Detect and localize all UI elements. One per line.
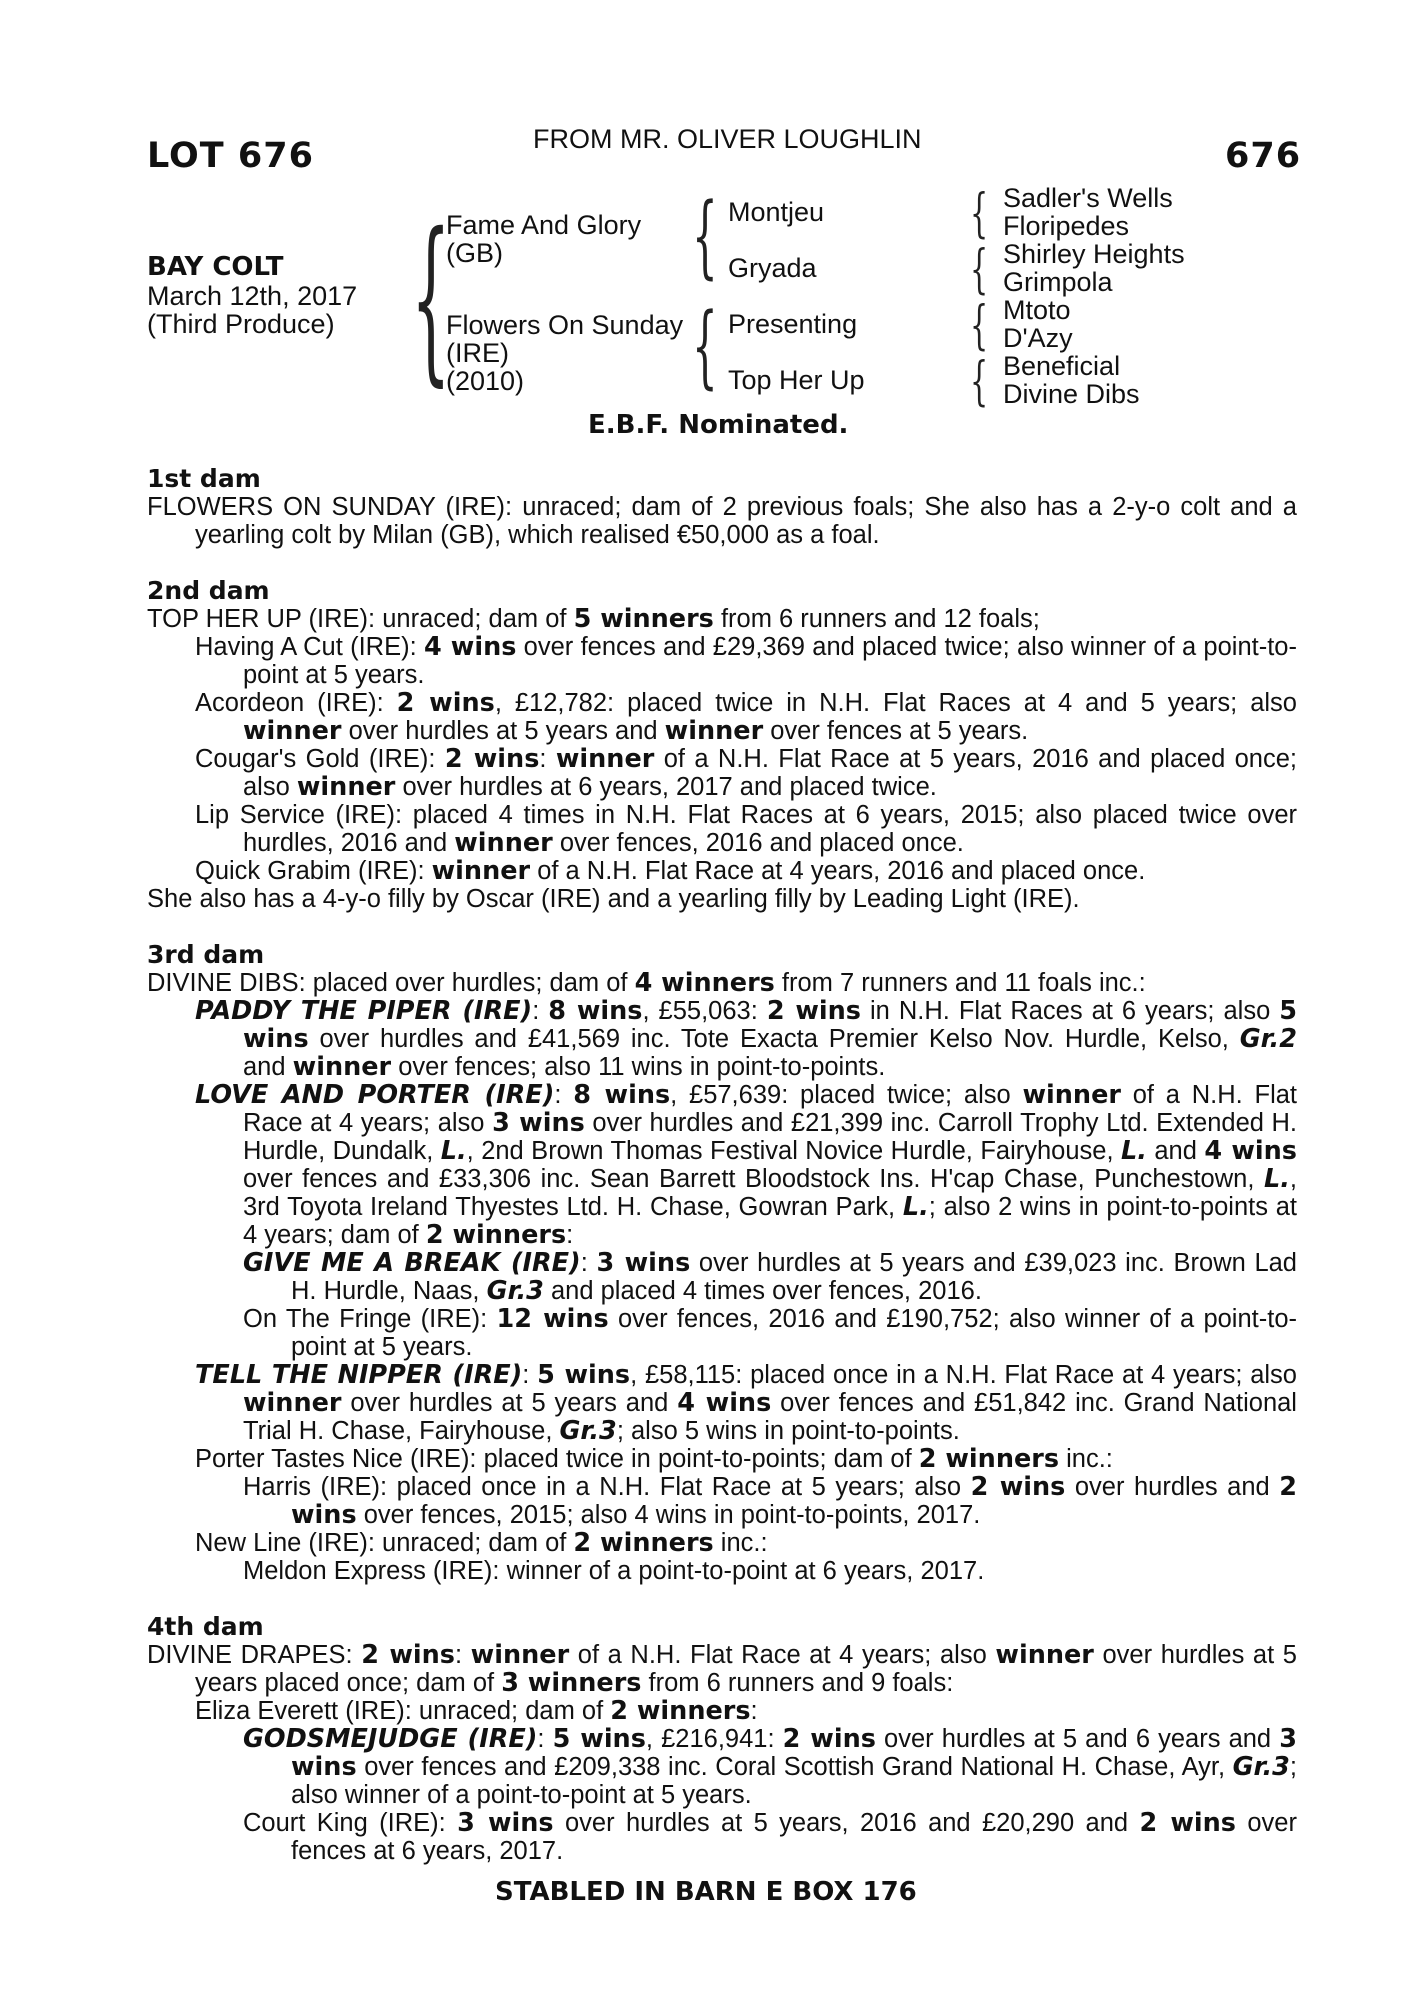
produce-record: Meldon Express (IRE): winner of a point-to-point at 6 years, 2017. xyxy=(243,1557,985,1585)
produce-record: GIVE ME A BREAK (IRE): 3 wins over hurdles at 5 years and £39,023 inc. Brown Lad H. Hurdle, Naas, Gr.3 and placed 4 times over fences, 2016. xyxy=(243,1248,1297,1306)
produce-record: DIVINE DRAPES: 2 wins: winner of a N.H. Flat Race at 4 years; also winner over hurdles at 5 years placed once; dam of 3 winners from 6 runners and 9 foals: xyxy=(147,1640,1297,1698)
produce-record: New Line (IRE): unraced; dam of 2 winners inc.: xyxy=(195,1528,768,1558)
produce-record: Cougar's Gold (IRE): 2 wins: winner of a N.H. Flat Race at 5 years, 2016 and placed once; also winner over hurdles at 6 years, 2017 and placed twice. xyxy=(195,744,1298,802)
produce-record: Quick Grabim (IRE): winner of a N.H. Flat Race at 4 years, 2016 and placed once. xyxy=(195,856,1146,886)
g3-ancestor: Sadler's Wells xyxy=(1003,183,1173,213)
dam-heading: 2nd dam xyxy=(147,576,270,605)
lot-label: LOT 676 xyxy=(147,136,314,176)
dam-heading: 3rd dam xyxy=(147,940,265,969)
sire-sire: Montjeu xyxy=(728,197,825,227)
produce-record: FLOWERS ON SUNDAY (IRE): unraced; dam of 2 previous foals; She also has a 2-y-o colt and a yearling colt by Milan (GB), which realised €50,000 as a foal. xyxy=(147,493,1297,549)
dam-section xyxy=(147,465,1297,549)
dam-section xyxy=(147,941,1297,1585)
g3-ancestor: Grimpola xyxy=(1003,267,1113,297)
produce-record: Lip Service (IRE): placed 4 times in N.H. Flat Races at 6 years, 2015; also placed twice over hurdles, 2016 and winner over fences, 2016 and placed once. xyxy=(195,801,1297,858)
dam-sire: Presenting xyxy=(728,309,858,339)
g3-brace-2: { xyxy=(970,240,989,300)
produce-record: TOP HER UP (IRE): unraced; dam of 5 winners from 6 runners and 12 foals; xyxy=(147,604,1040,634)
dam-name: Flowers On Sunday xyxy=(446,310,684,340)
produce-record: GODSMEJUDGE (IRE): 5 wins, £216,941: 2 wins over hurdles at 5 and 6 years and 3 wins over fences and £209,338 inc. Coral Scottish Grand National H. Chase, Ayr, Gr.3; also winner of a point-to-point at 5 years. xyxy=(243,1724,1297,1809)
ebf-nomination: E.B.F. Nominated. xyxy=(588,410,849,440)
dam-dam: Top Her Up xyxy=(728,365,865,395)
dam-heading: 1st dam xyxy=(147,464,261,493)
horse-foaled: March 12th, 2017 xyxy=(147,281,358,311)
sire-name: Fame And Glory xyxy=(446,210,642,240)
sire-brace: { xyxy=(692,184,718,289)
g3-brace-1: { xyxy=(970,184,989,244)
dam-suffix: (IRE) xyxy=(446,338,509,368)
produce-record: Eliza Everett (IRE): unraced; dam of 2 winners: xyxy=(195,1696,758,1726)
produce-record: TELL THE NIPPER (IRE): 5 wins, £58,115: placed once in a N.H. Flat Race at 4 years; also winner over hurdles at 5 years and 4 wins over fences and £51,842 inc. Grand National Trial H. Chase, Fairyhouse, Gr.3; also 5 wins in point-to-points. xyxy=(195,1360,1297,1446)
produce-record: Court King (IRE): 3 wins over hurdles at 5 years, 2016 and £20,290 and 2 wins over fences at 6 years, 2017. xyxy=(243,1808,1297,1865)
pedigree-main-brace: { xyxy=(411,195,451,402)
produce-record: Harris (IRE): placed once in a N.H. Flat Race at 5 years; also 2 wins over hurdles and 2 wins over fences, 2015; also 4 wins in point-to-points, 2017. xyxy=(243,1472,1297,1530)
g3-ancestor: Shirley Heights xyxy=(1003,239,1185,269)
stabling-info: STABLED IN BARN E BOX 176 xyxy=(495,1877,917,1907)
g3-ancestor: Floripedes xyxy=(1003,211,1130,241)
g3-ancestor: D'Azy xyxy=(1003,323,1073,353)
produce-record: On The Fringe (IRE): 12 wins over fences, 2016 and £190,752; also winner of a point-to-point at 5 years. xyxy=(243,1304,1297,1361)
horse-type: BAY COLT xyxy=(147,252,284,282)
dam-section xyxy=(147,577,1297,913)
produce-record: Having A Cut (IRE): 4 wins over fences and £29,369 and placed twice; also winner of a point-to-point at 5 years. xyxy=(195,632,1297,689)
g3-ancestor: Mtoto xyxy=(1003,295,1071,325)
g3-brace-4: { xyxy=(970,352,989,412)
horse-produce: (Third Produce) xyxy=(147,309,335,339)
produce-record: LOVE AND PORTER (IRE): 8 wins, £57,639: placed twice; also winner of a N.H. Flat Race at 4 years; also 3 wins over hurdles and £21,399 inc. Carroll Trophy Ltd. Extended H. Hurdle, Dundalk, L., 2nd Brown Thomas Festival Novice Hurdle, Fairyhouse, L. and 4 wins over fences and £33,306 inc. Sean Barrett Bloodstock Ins. H'cap Chase, Punchestown, L., 3rd Toyota Ireland Thyestes Ltd. H. Chase, Gowran Park, L.; also 2 wins in point-to-points at 4 years; dam of 2 winners: xyxy=(195,1080,1298,1250)
g3-ancestor: Beneficial xyxy=(1003,351,1121,381)
sire-dam: Gryada xyxy=(728,253,817,283)
g3-ancestor: Divine Dibs xyxy=(1003,379,1140,409)
vendor-name: FROM MR. OLIVER LOUGHLIN xyxy=(533,124,922,154)
dam-section xyxy=(147,1613,1297,1865)
produce-record: DIVINE DIBS: placed over hurdles; dam of 4 winners from 7 runners and 11 foals inc.: xyxy=(147,968,1146,998)
produce-record: Acordeon (IRE): 2 wins, £12,782: placed twice in N.H. Flat Races at 4 and 5 years; also winner over hurdles at 5 years and winner over fences at 5 years. xyxy=(195,688,1297,746)
lot-number: 676 xyxy=(1225,136,1302,176)
produce-record: Porter Tastes Nice (IRE): placed twice in point-to-points; dam of 2 winners inc.: xyxy=(195,1444,1113,1474)
dam-sections xyxy=(147,465,1297,1865)
produce-record: PADDY THE PIPER (IRE): 8 wins, £55,063: 2 wins in N.H. Flat Races at 6 years; also 5 wins over hurdles and £41,569 inc. Tote Exacta Premier Kelso Nov. Hurdle, Kelso, Gr.2 and winner over fences; also 11 wins in point-to-points. xyxy=(195,996,1297,1082)
sire-suffix: (GB) xyxy=(446,238,503,268)
g3-brace-3: { xyxy=(970,296,989,356)
dam-heading: 4th dam xyxy=(147,1612,264,1641)
dam-year: (2010) xyxy=(446,366,525,396)
dam-brace: { xyxy=(692,294,718,399)
produce-record: She also has a 4-y-o filly by Oscar (IRE) and a yearling filly by Leading Light (IRE). xyxy=(147,885,1080,913)
